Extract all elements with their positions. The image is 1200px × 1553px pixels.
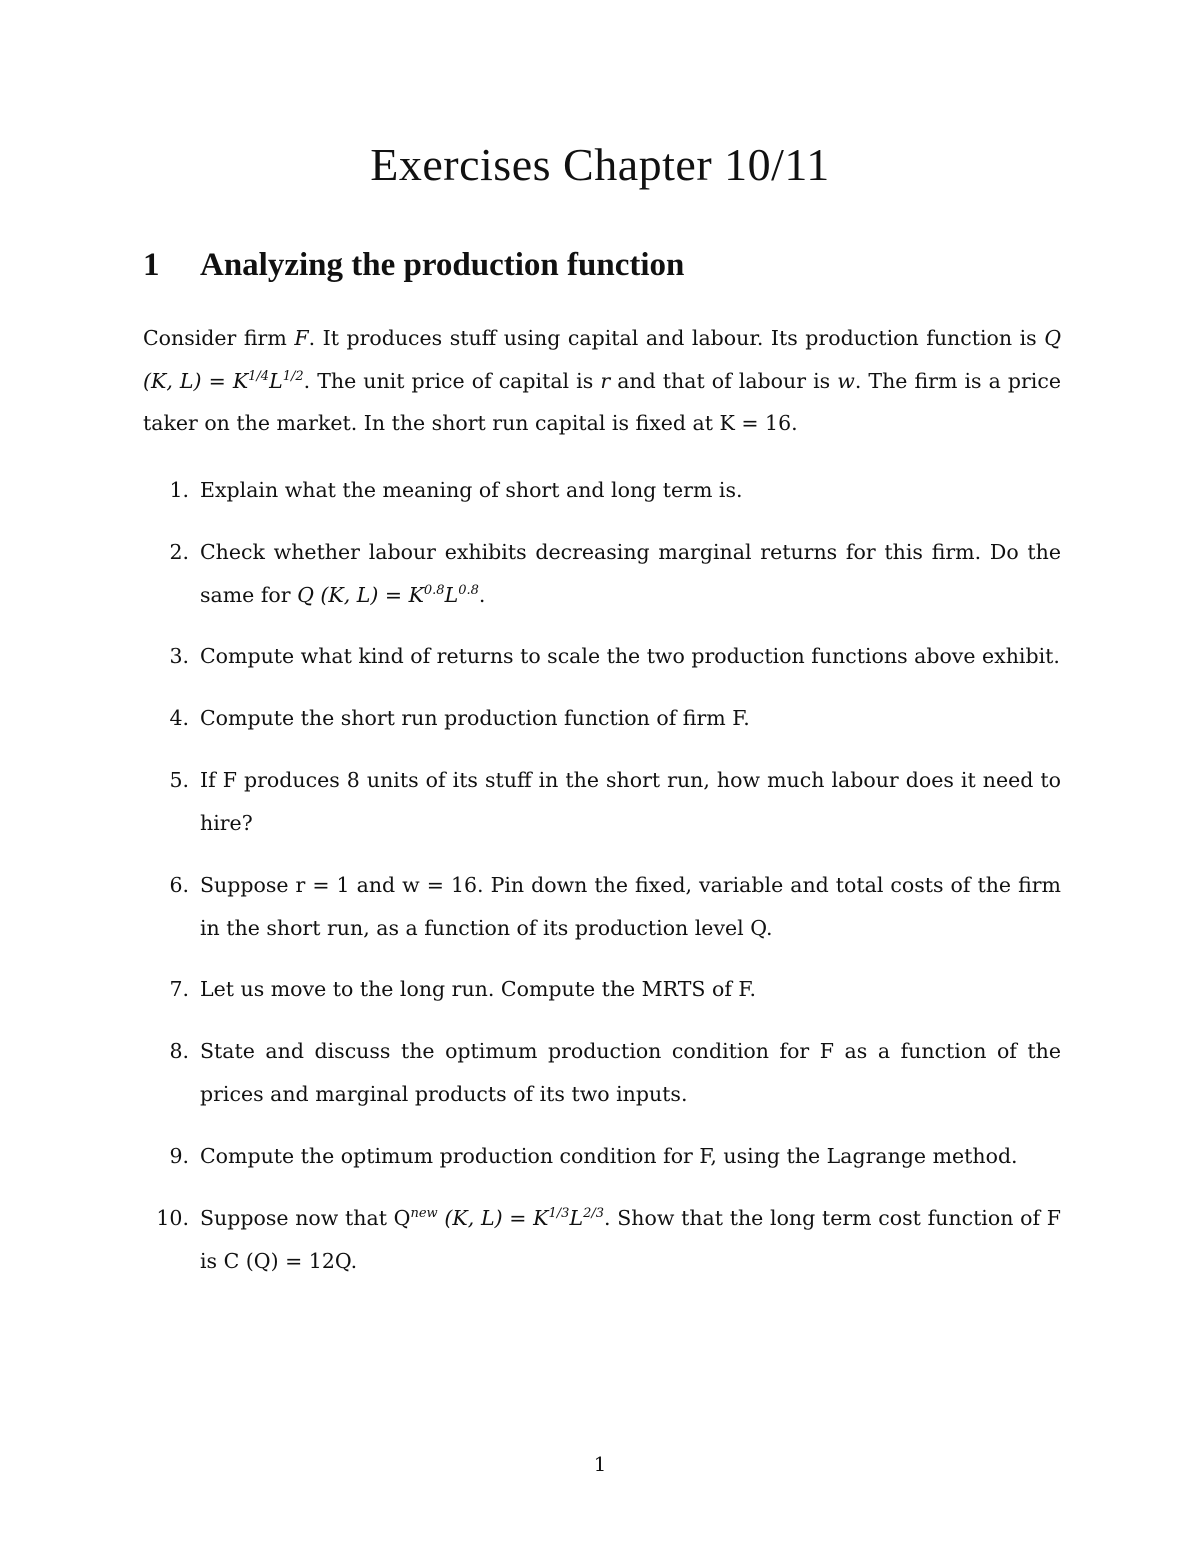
document-title: Exercises Chapter 10/11 (370, 139, 830, 190)
page-number: 1 (593, 1452, 607, 1476)
item-text (200, 1197, 1061, 1282)
item-text: Explain what the meaning of short and long term is. (200, 478, 743, 502)
item-number: 7. (169, 977, 189, 1001)
item-number: 1. (169, 478, 189, 502)
item-number: 6. (169, 873, 189, 897)
exercise-item (143, 864, 1061, 949)
exercise-item (143, 469, 1061, 512)
intro-math: w (837, 368, 855, 393)
exercise-item (143, 697, 1061, 740)
item-text: Compute the optimum production condition for F, using the Lagrange method. (200, 1144, 1018, 1168)
section-title: Analyzing the production function (200, 247, 685, 283)
exercise-item (143, 635, 1061, 678)
item-math: (K, L) = K (437, 1206, 549, 1230)
intro-exponent: 1/2 (282, 368, 304, 384)
item-exponent: 2/3 (583, 1206, 604, 1222)
item-number: 10. (156, 1206, 189, 1230)
item-text: If F produces 8 units of its stuff in the short run, how much labour does it need to hire? (200, 768, 1061, 835)
item-number: 8. (169, 1039, 189, 1063)
exercise-item (143, 1135, 1061, 1178)
intro-math: r (600, 368, 611, 393)
item-number: 2. (169, 540, 189, 564)
intro-math: Q (1044, 326, 1061, 350)
item-text-part: Suppose now that Q (200, 1206, 411, 1230)
exercise-item (143, 1030, 1061, 1115)
item-exponent: new (410, 1206, 438, 1222)
item-text-part: Check whether labour exhibits decreasing marginal returns for this firm. Do the same for (200, 540, 1061, 607)
item-number: 9. (169, 1144, 189, 1168)
exercise-item (143, 531, 1061, 616)
exercise-item (143, 1197, 1061, 1282)
intro-text: . It produces stuff using capital and labour. Its production function is (308, 326, 1045, 350)
item-math: L (444, 582, 459, 607)
item-exponent: 0.8 (423, 582, 445, 598)
item-math: Q (K, L) = K (297, 582, 424, 607)
item-text: Compute what kind of returns to scale the two production functions above exhibit. (200, 644, 1060, 668)
item-text-part: . (478, 582, 486, 607)
item-number: 4. (169, 706, 189, 730)
intro-math: (K, L) = K (143, 368, 249, 393)
intro-math: F (294, 326, 309, 350)
item-text: Suppose r = 1 and w = 16. Pin down the fixed, variable and total costs of the firm in the short run, as a function of its production level Q. (200, 873, 1061, 940)
item-exponent: 0.8 (458, 582, 479, 598)
item-exponent: 1/3 (548, 1206, 570, 1222)
item-text-part: . Show that the long term cost function of F is C (Q) = 12Q. (200, 1206, 1062, 1273)
item-number: 3. (169, 644, 189, 668)
intro-text: . The firm is a price taker on the market. In the short run capital is fixed at K = 16. (143, 368, 1061, 435)
section-heading (143, 247, 684, 284)
exercise-item (143, 968, 1061, 1011)
intro-text: and that of labour is (610, 368, 838, 393)
intro-paragraph (143, 317, 1061, 445)
exercise-item (143, 759, 1061, 844)
item-text (200, 531, 1061, 616)
intro-math: L (269, 368, 283, 393)
item-text: Let us move to the long run. Compute the MRTS of F. (200, 977, 756, 1001)
item-text: Compute the short run production function of firm F. (200, 706, 750, 730)
item-math: L (569, 1206, 584, 1230)
item-text: State and discuss the optimum production condition for F as a function of the prices and marginal products of its two inputs. (200, 1039, 1061, 1106)
intro-exponent: 1/4 (248, 368, 270, 384)
intro-text: . The unit price of capital is (303, 368, 601, 393)
intro-text: Consider firm (143, 326, 295, 350)
section-number: 1 (143, 247, 160, 283)
item-number: 5. (169, 768, 189, 792)
